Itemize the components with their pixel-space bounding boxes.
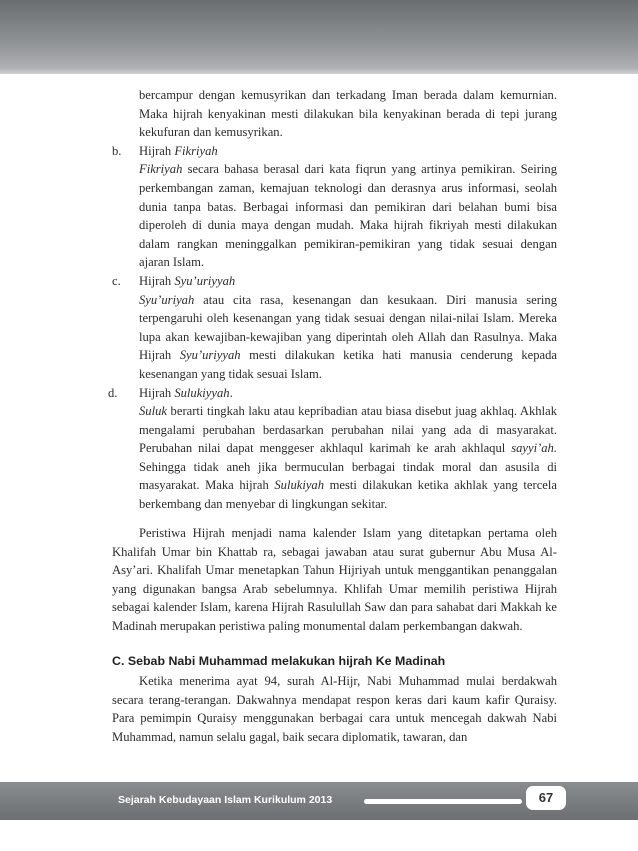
footer-divider-line	[364, 799, 522, 804]
item-c-text-1: atau cita rasa, kesenangan dan kesukaan. Diri manusia sering terpengaruhi oleh kesenangan yang tidak sesuai dengan nilai-nilai Islam. Mereka lupa akan kewajiban-kewajiban yang diperintah oleh Allah dan Rasulnya. Maka Hijrah	[139, 292, 557, 363]
item-d-lead-term: Suluk	[139, 404, 167, 419]
item-c-mid-term: Syu’uriyyah	[179, 348, 241, 363]
item-d-letter: d.	[108, 385, 118, 400]
item-d-text-1: berarti tingkah laku atau kepribadian atau biasa disebut juag akhlaq. Akhlak mengalami perubahan berdasarkan perubahan nilai yang ada di masyarakat. Perubahan nilai dapat menggeser akhlaqul karimah ke arah akhlaqul	[139, 404, 557, 456]
item-b-term: Fikriyah	[174, 143, 218, 158]
header-band	[0, 0, 638, 74]
item-d-heading	[108, 384, 557, 403]
spacer	[112, 636, 557, 652]
footer-book-title: Sejarah Kebudayaan Islam Kurikulum 2013	[118, 794, 333, 806]
item-d-body	[139, 402, 557, 514]
item-c-prefix: Hijrah	[139, 273, 175, 288]
item-b-text: secara bahasa berasal dari kata fiqrun yang artinya pemikiran. Seiring perkembangan zaman, kemajuan teknologi dan derasnya arus informasi, seolah dunia tanpa batas. Berbagai informasi dan pemikiran dari belahan bumi bisa diperoleh di dunia maya dengan mudah. Maka hijrah fikriyah mesti dilakukan dalam rangkan meninggalkan pemikiran-pemikiran yang tidak sesuai dengan ajaran Islam.	[139, 162, 557, 270]
item-d-mid-term-2: Sulukiyah	[274, 478, 325, 493]
item-c-heading	[112, 272, 557, 291]
item-c-term: Syu’uriyyah	[174, 273, 236, 288]
section-heading: C. Sebab Nabi Muhammad melakukan hijrah Ke Madinah	[112, 653, 446, 668]
page-number: 67	[526, 786, 566, 810]
item-d-text-2: Sehingga tidak aneh jika bermuculan berbagai tindak moral dan asusila di masyarakat. Maka hijrah	[139, 459, 557, 493]
item-d-text-3: mesti dilakukan ketika akhlak yang tercela berkembang dan menyebar di lingkungan sekitar.	[139, 478, 557, 512]
item-d-suffix: .	[229, 385, 233, 400]
item-b-heading	[112, 142, 557, 161]
item-d-prefix: Hijrah	[139, 385, 175, 400]
item-b-letter: b.	[112, 143, 122, 158]
item-b-body	[139, 160, 557, 272]
page-content	[108, 86, 558, 531]
item-c-letter: c.	[112, 273, 121, 288]
continuation-paragraph: bercampur dengan kemusyrikan dan terkadang Iman berada dalam kemurnian. Maka hijrah kenyakinan mesti dilakukan bila kenyakinan berada di tepi jurang kekufuran dan kemusyrikan.	[139, 88, 557, 140]
item-d-mid-term: sayyi’ah.	[511, 441, 557, 456]
dakwah-paragraph: Ketika menerima ayat 94, surah Al-Hijr, Nabi Muhammad mulai berdakwah secara terang-terangan. Dakwahnya mendapat respon keras dari kaum kafir Quraisy. Para pemimpin Quraisy menggunakan berbagai cara untuk mencegah dakwah Nabi Muhammad, namun selalu gagal, baik secara diplomatik, tawaran, dan	[112, 674, 557, 744]
item-b-prefix: Hijrah	[139, 143, 175, 158]
item-c-lead-term: Syu’uriyah	[139, 292, 195, 307]
item-b-lead-term: Fikriyah	[139, 162, 183, 177]
item-c-text-2: mesti dilakukan ketika hati manusia cenderung kepada kesenangan yang tidak sesuai Islam.	[139, 348, 558, 381]
hijrah-calendar-paragraph: Peristiwa Hijrah menjadi nama kalender Islam yang ditetapkan pertama oleh Khalifah Umar bin Khattab ra, sebagai jawaban atau surat gubernur Abu Musa Al-Asy’ari. Khalifah Umar menetapkan Tahun Hijriyah untuk menggantikan penanggalan yang digunakan bangsa Arab sebelumnya. Khlifah Umar memilih peristiwa Hijrah sebagai kalender Islam, karena Hijrah Rasulullah Saw dan para sahabat dari Makkah ke Madinah merupakan peristiwa paling monumental dalam perkembangan dakwah.	[112, 526, 557, 633]
item-d-term: Sulukiyyah	[174, 385, 230, 400]
main-text-block	[112, 524, 557, 747]
item-c-body	[139, 291, 557, 384]
